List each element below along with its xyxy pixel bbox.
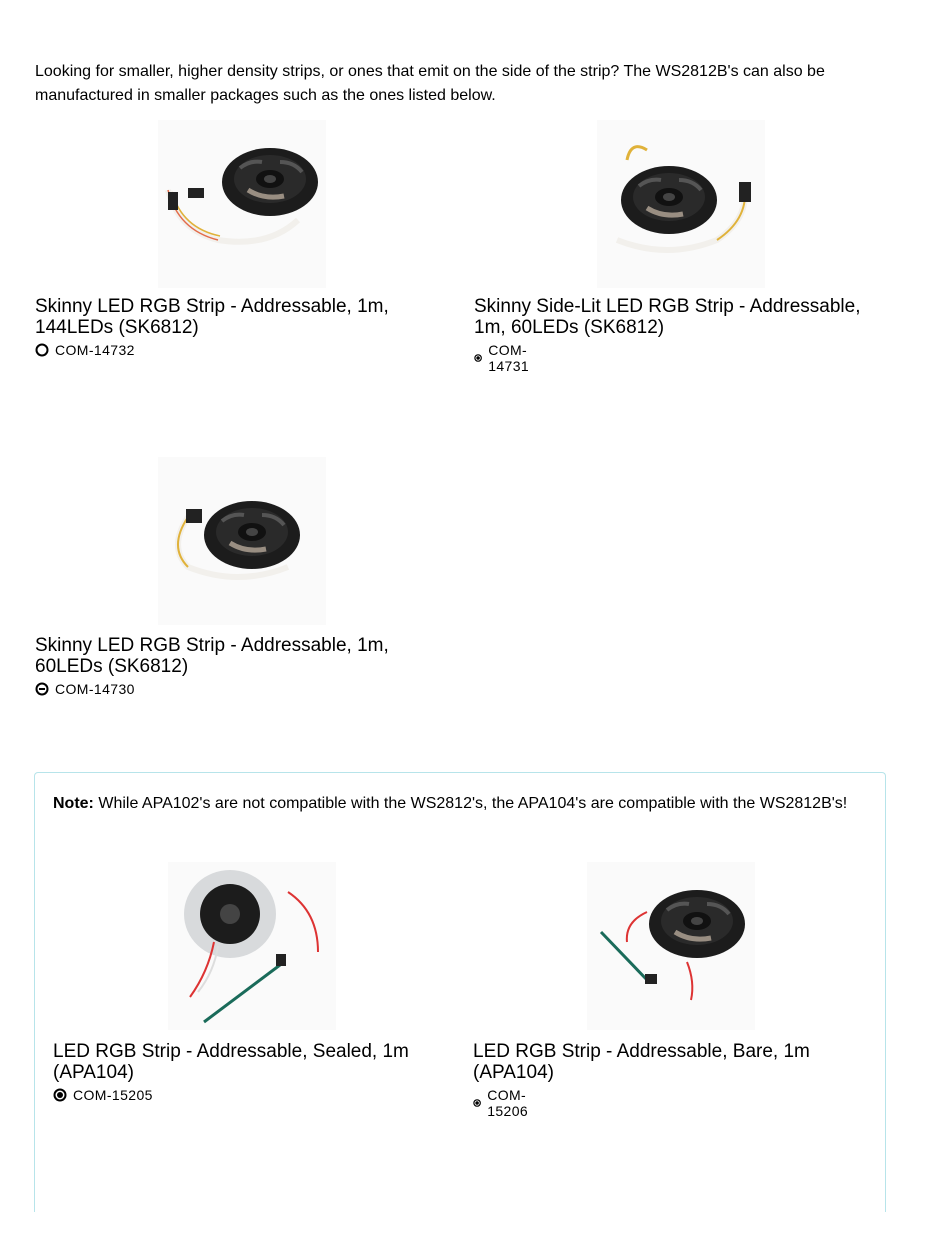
note-callout xyxy=(34,772,886,1212)
filled-circle-icon xyxy=(473,1096,481,1110)
product-image[interactable] xyxy=(168,862,336,1030)
sku-text: COM-14731 xyxy=(488,342,530,374)
half-circle-icon xyxy=(35,682,49,696)
product-image[interactable] xyxy=(158,120,326,288)
sku-text: COM-14732 xyxy=(55,342,135,358)
intro-paragraph: Looking for smaller, higher density strips, or ones that emit on the side of the strip? The WS2812B's can also be manufactured in smaller packages such as the ones listed below. xyxy=(35,63,825,104)
product-image[interactable] xyxy=(158,457,326,625)
sku-text: COM-15206 xyxy=(487,1087,529,1119)
product-image[interactable] xyxy=(597,120,765,288)
filled-circle-icon xyxy=(53,1088,67,1102)
product-sku xyxy=(35,342,135,358)
filled-circle-icon xyxy=(474,351,482,365)
product-title[interactable]: Skinny Side-Lit LED RGB Strip - Addressable, 1m, 60LEDs (SK6812) xyxy=(474,296,861,338)
product-title[interactable]: LED RGB Strip - Addressable, Sealed, 1m (APA104) xyxy=(53,1041,409,1083)
empty-circle-icon xyxy=(35,343,49,357)
product-image[interactable] xyxy=(587,862,755,1030)
product-title[interactable]: LED RGB Strip - Addressable, Bare, 1m (APA104) xyxy=(473,1041,810,1083)
product-sku xyxy=(53,1087,153,1103)
note-body: While APA102's are not compatible with the WS2812's, the APA104's are compatible with the WS2812B's! xyxy=(93,795,848,812)
sku-text: COM-15205 xyxy=(73,1087,153,1103)
product-sku xyxy=(474,342,535,374)
product-title[interactable]: Skinny LED RGB Strip - Addressable, 1m, 60LEDs (SK6812) xyxy=(35,635,389,677)
product-title[interactable]: Skinny LED RGB Strip - Addressable, 1m, 144LEDs (SK6812) xyxy=(35,296,389,338)
product-sku xyxy=(473,1087,534,1119)
product-sku xyxy=(35,681,135,697)
note-text xyxy=(53,792,853,816)
note-label: Note: xyxy=(53,795,94,812)
sku-text: COM-14730 xyxy=(55,681,135,697)
